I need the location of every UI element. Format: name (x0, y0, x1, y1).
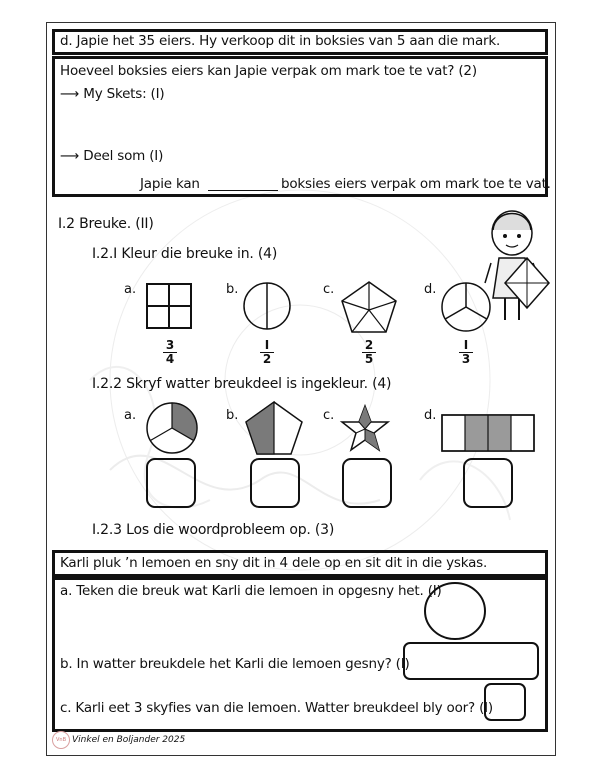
karli-question-c: c. Karli eet 3 skyfies van die lemoen. Watter breukdeel bly oor? (I) (60, 700, 494, 716)
fraction-c (359, 340, 379, 365)
fraction-d (456, 340, 476, 365)
sub2-item-c-letter: c. (323, 408, 335, 423)
sub1-item-a-letter: a. (124, 282, 137, 297)
answer-box-d[interactable] (463, 458, 513, 508)
fraction-a-num: 3 (165, 338, 175, 352)
footer-text: Vinkel en Boljander 2025 (72, 735, 186, 745)
fraction-a (160, 340, 180, 365)
shaded-star-shape (340, 404, 390, 452)
answer-box-karli-c[interactable] (484, 683, 526, 721)
girl-illustration (487, 208, 557, 328)
question-d-question: Hoeveel boksies eiers kan Japie verpak om mark toe te vat? (2) (60, 63, 477, 79)
shaded-bar-shape (441, 414, 535, 452)
fraction-b-num: I (264, 338, 270, 352)
fraction-d-den: 3 (461, 352, 471, 366)
fraction-b (257, 340, 277, 365)
answer-suffix: boksies eiers verpak om mark toe te vat. (281, 176, 551, 192)
sub1-item-c-letter: c. (323, 282, 335, 297)
sub2-item-b-letter: b. (226, 408, 239, 423)
fraction-b-den: 2 (262, 352, 272, 366)
answer-prefix: Japie kan (140, 176, 200, 192)
sub1-item-d-letter: d. (424, 282, 437, 297)
circle-thirds-shape[interactable] (441, 282, 491, 332)
answer-blank-line[interactable] (208, 190, 278, 191)
section-heading: I.2 Breuke. (II) (58, 216, 154, 232)
division-label: ⟶ Deel som (I) (60, 148, 164, 164)
karli-statement: Karli pluk ’n lemoen en sny dit in 4 dele op en sit dit in die yskas. (60, 555, 488, 571)
karli-question-a: a. Teken die breuk wat Karli die lemoen in opgesny het. (I) (60, 583, 442, 599)
sketch-label: ⟶ My Skets: (I) (60, 86, 165, 102)
sub3-heading: I.2.3 Los die woordprobleem op. (3) (92, 522, 335, 538)
shaded-circle-shape (146, 402, 198, 454)
answer-box-karli-b[interactable] (403, 642, 539, 680)
sub2-item-d-letter: d. (424, 408, 437, 423)
sub2-heading: I.2.2 Skryf watter breukdeel is ingekleur. (4) (92, 376, 392, 392)
fraction-c-num: 2 (364, 338, 374, 352)
footer-logo: VnB (52, 731, 70, 749)
answer-box-a[interactable] (146, 458, 196, 508)
fraction-a-den: 4 (165, 352, 175, 366)
answer-box-b[interactable] (250, 458, 300, 508)
pentagon-fifths-shape[interactable] (340, 280, 398, 334)
karli-question-b: b. In watter breukdele het Karli die lemoen gesny? (I) (60, 656, 410, 672)
circle-halves-shape[interactable] (243, 282, 291, 330)
drawing-circle[interactable] (423, 581, 487, 641)
sub1-heading: I.2.I Kleur die breuke in. (4) (92, 246, 278, 262)
sub1-item-b-letter: b. (226, 282, 239, 297)
fraction-d-num: I (463, 338, 469, 352)
square-quarters-shape[interactable] (146, 283, 192, 329)
question-d-statement: d. Japie het 35 eiers. Hy verkoop dit in boksies van 5 aan die mark. (60, 33, 501, 49)
shaded-pentagon-shape (244, 400, 304, 456)
fraction-c-den: 5 (364, 352, 374, 366)
answer-box-c[interactable] (342, 458, 392, 508)
sub2-item-a-letter: a. (124, 408, 137, 423)
